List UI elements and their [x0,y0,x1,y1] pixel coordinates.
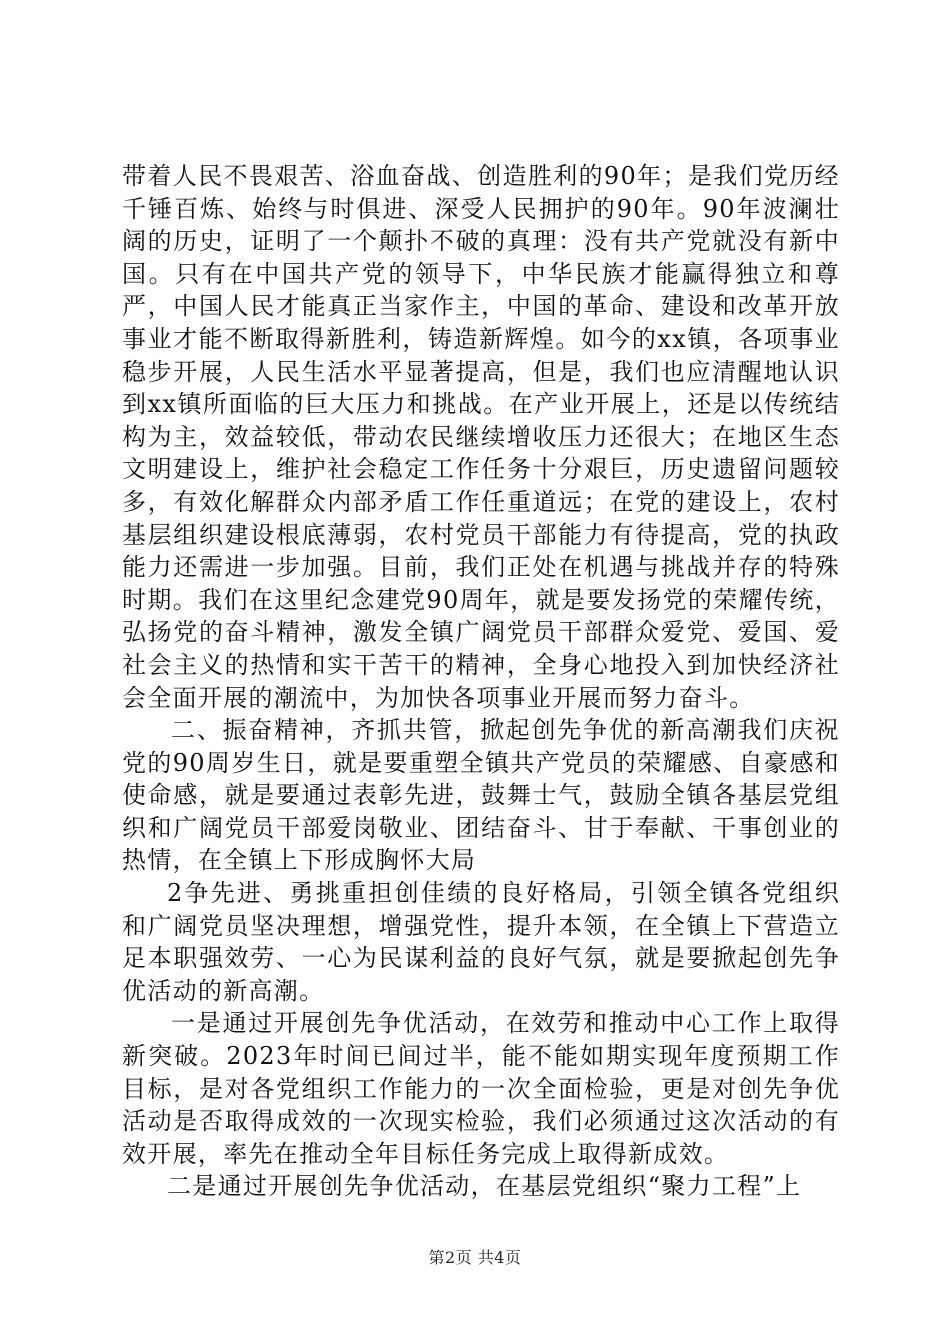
page-number-footer: 第2页 共4页 [428,1248,522,1267]
paragraph-4: 一是通过开展创先争优活动，在效劳和推动中心工作上取得新突破。2023年时间已间过半，能不能如期实现年度预期工作目标，是对各党组织工作能力的一次全面检验，更是对创先争优活动是否取得成效的一次现实检验，我们必须通过这次活动的有效开展，率先在推动全年目标任务完成上取得新成效。 [122,1009,840,1168]
paragraph-1: 带着人民不畏艰苦、浴血奋战、创造胜利的90年；是我们党历经千锤百炼、始终与时俱进、深受人民拥护的90年。90年波澜壮阔的历史，证明了一个颠扑不破的真理：没有共产党就没有新中国。只有在中国共产党的领导下，中华民族才能赢得独立和尊严，中国人民才能真正当家作主，中国的革命、建设和改革开放事业才能不断取得新胜利，铸造新辉煌。如今的xx镇，各项事业稳步开展，人民生活水平显著提高，但是，我们也应清醒地认识到xx镇所面临的巨大压力和挑战。在产业开展上，还是以传统结构为主，效益较低，带动农民继续增收压力还很大；在地区生态文明建设上，维护社会稳定工作任务十分艰巨，历史遗留问题较多，有效化解群众内部矛盾工作任重道远；在党的建设上，农村基层组织建设根底薄弱，农村党员干部能力有待提高，党的执政能力还需进一步加强。目前，我们正处在机遇与挑战并存的特殊时期。我们在这里纪念建党90周年，就是要发扬党的荣耀传统，弘扬党的奋斗精神，激发全镇广阔党员干部群众爱党、爱国、爱社会主义的热情和实干苦干的精神，全身心地投入到加快经济社会全面开展的潮流中，为加快各项事业开展而努力奋斗。 [122,162,840,712]
paragraph-3: 2争先进、勇挑重担创佳绩的良好格局，引领全镇各党组织和广阔党员坚决理想，增强党性，提升本领，在全镇上下营造立足本职强效劳、一心为民谋利益的良好气氛，就是要掀起创先争优活动的新高潮。 [122,879,840,1005]
paragraph-5: 二是通过开展创先争优活动，在基层党组织“聚力工程”上 [167,1172,802,1201]
document-body [122,160,840,1203]
paragraph-2: 二、振奋精神，齐抓共管，掀起创先争优的新高潮我们庆祝党的90周岁生日，就是要重塑全镇共产党员的荣耀感、自豪感和使命感，就是要通过表彰先进，鼓舞士气，鼓励全镇各基层党组织和广阔党员干部爱岗敬业、团结奋斗、甘于奉献、干事创业的热情，在全镇上下形成胸怀大局 [122,716,840,875]
